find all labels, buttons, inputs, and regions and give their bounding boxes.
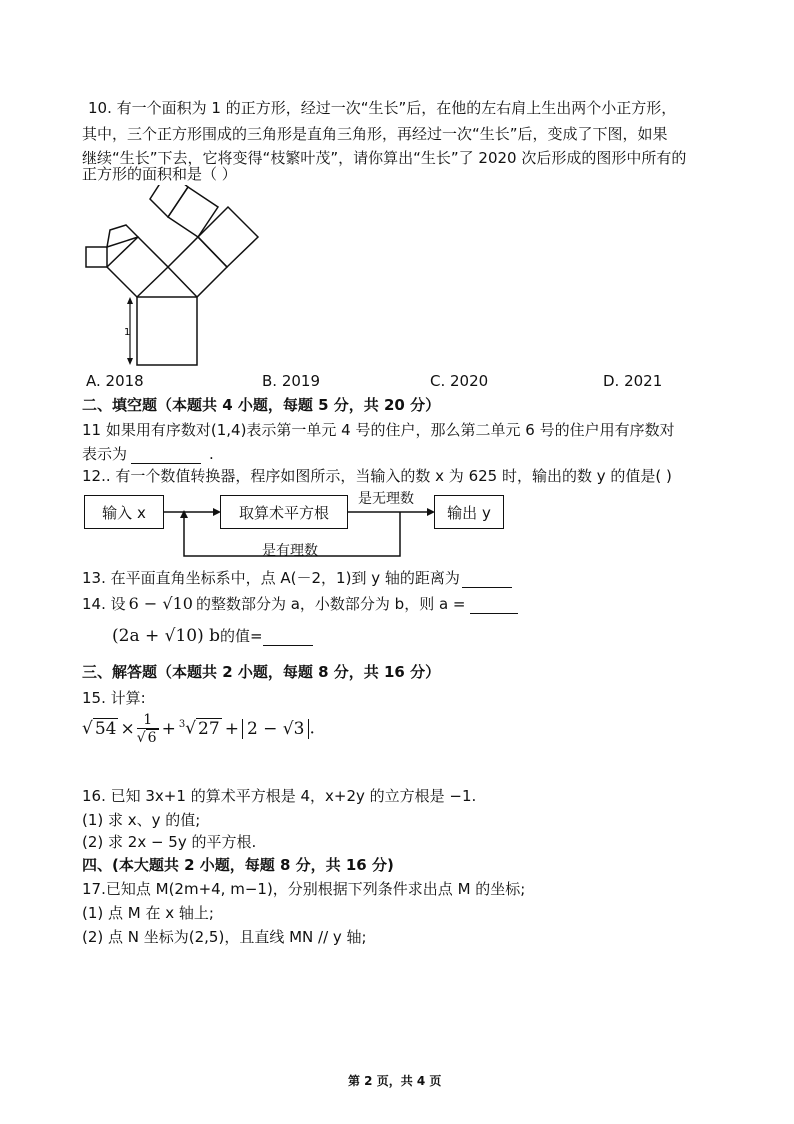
base-square [137,297,197,365]
q16-line3: (2) 求 2x − 5y 的平方根. [82,833,257,851]
figure-label-one: 1 [124,327,131,338]
q11-line1: 11 如果用有序数对(1,4)表示第一单元 4 号的住户，那么第二单元 6 号的住户用有序数对 [82,421,675,439]
flow-input-box [84,495,164,529]
flow-rational-label: 是有理数 [262,543,318,559]
q14-line2-expression: (2a + √10) b [112,626,221,646]
q17-line1: 17.已知点 M(2m+4, m−1)，分别根据下列条件求出点 M 的坐标; [82,880,526,898]
q17-line2: (1) 点 M 在 x 轴上; [82,904,214,922]
frac-numerator: 1 [137,712,159,729]
sqrt-sign-2: √ [185,718,197,739]
q14-expression: 6 − √10 [128,594,193,613]
q15-formula [82,712,315,746]
left-medium-square [107,237,168,297]
cbrt-index: 3 [178,718,186,730]
flow-process-label: 取算术平方根 [238,503,329,522]
q14-prefix: 14. 设 [82,595,126,613]
frac-denominator: √ 6 [136,730,157,746]
flow-output-label: 输出 y [447,503,491,522]
flow-output-box [434,495,504,529]
q11-line2 [82,444,214,464]
q13-text: 13. 在平面直角坐标系中，点 A(－2，1)到 y 轴的距离为 [82,569,460,587]
q16-line2: (1) 求 x、y 的值; [82,811,201,829]
q10-line3: 继续“生长”下去，它将变得“枝繁叶茂”，请你算出“生长”了 2020 次后形成的图形中所有的 [82,149,687,167]
q11-prefix: 表示为 [82,445,128,463]
flow-irrational-label: 是无理数 [358,491,414,507]
q14-a-blank[interactable] [470,597,518,614]
q13-answer-blank[interactable] [462,571,512,588]
page-footer: 第 2 页，共 4 页 [348,1074,442,1088]
section4-title: 四、(本大题共 2 小题，每题 8 分，共 16 分) [82,856,394,874]
upper-square-2 [198,207,258,267]
option-a[interactable]: A. 2018 [86,372,144,390]
q10-line1: 10. 有一个面积为 1 的正方形，经过一次“生长”后，在他的左右肩上生出两个小正方形， [88,99,677,117]
q14-middle-text: 的整数部分为 a，小数部分为 b，则 a = [195,595,466,613]
q13-line [82,568,512,588]
times-op: × [120,718,135,739]
q14-value-blank[interactable] [263,629,313,646]
fraction-1-over-sqrt6 [137,712,159,746]
frac-den-radicand: 6 [147,730,157,746]
q15-title: 15. 计算: [82,689,146,707]
q17-line3: (2) 点 N 坐标为(2,5)，且直线 MN // y 轴; [82,928,367,946]
q12-text: 12.. 有一个数值转换器，程序如图所示，当输入的数 x 为 625 时，输出的数 y 的值是( ) [82,467,672,485]
q14-line1 [82,594,518,614]
q10-line2: 其中，三个正方形围成的三角形是直角三角形，再经过一次“生长”后，变成了下图，如果 [82,125,668,143]
sqrt-54: 54 [94,718,117,739]
section3-title: 三、解答题（本题共 2 小题，每题 8 分，共 16 分） [82,663,441,681]
flow-input-label: 输入 x [102,503,146,522]
abs-value-expression: 2 − √3 [242,719,310,739]
end-period: . [309,718,315,739]
pythagoras-tree-figure [80,185,280,370]
q11-answer-blank[interactable] [131,447,201,464]
section2-title: 二、填空题（本题共 4 小题，每题 5 分，共 20 分） [82,396,441,414]
q11-suffix: . [209,445,214,463]
q16-line1: 16. 已知 3x+1 的算术平方根是 4，x+2y 的立方根是 −1. [82,787,477,805]
option-d[interactable]: D. 2021 [603,372,663,390]
option-c[interactable]: C. 2020 [430,372,489,390]
q14-line2-suffix: 的值= [220,627,263,645]
plus-op-1: + [161,718,176,739]
cbrt-27: 27 [198,718,220,739]
right-medium-square [168,237,227,297]
q14-line2 [112,626,313,646]
sqrt-sign-1: √ [82,718,93,739]
flow-process-box [220,495,348,529]
q10-line4: 正方形的面积和是（ ） [82,165,237,183]
upper-square-1 [168,187,218,237]
plus-op-2: + [224,718,239,739]
option-b[interactable]: B. 2019 [262,372,321,390]
